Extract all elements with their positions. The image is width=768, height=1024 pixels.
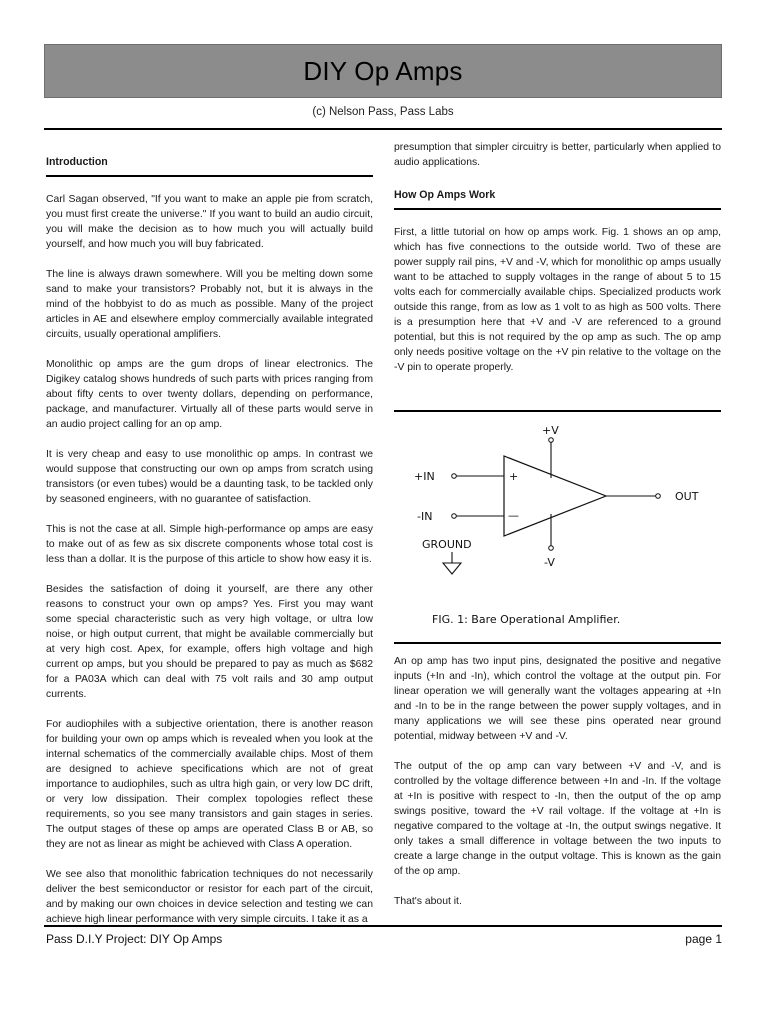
paragraph: First, a little tutorial on how op amps work. Fig. 1 shows an op amp, which has five connections to the outside world. Two of these are power supply rail pins, +V and -V, which for monolithic op amps usually want to be attached to supply voltages in the range of about 5 to 15 volts each for commercially available chips. Specialized products work outside this range, from as low as 1 volt to as high as 500 volts. There is a presumption here that +V and -V are referenced to a ground potential, but this is not required by the op amp as such. The op amp only needs positive voltage on the +V pin relative to the voltage on the -V pin to operate properly.: [394, 227, 721, 373]
paragraph: The output of the op amp can vary between +V and -V, and is controlled by the voltage difference between +In and -In. If the voltage at +In is positive with respect to -In, then the output of the op amp swings positive, toward the +V rail voltage. If the voltage at +In is negative compared to the voltage at -In, the output swings negative. It only takes a small difference in voltage between the two inputs to create a large change in the output voltage. This is known as the gain of the op amp.: [394, 761, 721, 877]
op-amp-schematic: [394, 412, 721, 640]
neg-input-terminal: [452, 514, 457, 519]
paragraph: For audiophiles with a subjective orientation, there is another reason for building your own op amps which is revealed when you look at the internal schematics of the commercially available chips. Most of them are designed to achieve specifications which are not of great importance to audiophiles, such as ultra high gain, or very low DC drift, or very low dissipation. Their complex topologies reflect these requirements, so you see many transistors and gain stages in series. The output stages of these op amps are operated Class B or AB, so they are not as linear as might be achieved with Class A operation.: [46, 719, 373, 850]
right-column-top: [394, 140, 721, 375]
op-amp-triangle: [504, 456, 606, 536]
right-column-bottom: [394, 654, 721, 909]
output-terminal: [656, 494, 661, 499]
footer-divider: [44, 925, 722, 927]
byline: (c) Nelson Pass, Pass Labs: [312, 106, 454, 118]
ground-label: GROUND: [422, 538, 472, 551]
paragraph: The line is always drawn somewhere. Will you be melting down some sand to make your transistors? Probably not, but it is always in the mind of the hobbyist to do as much as possible. Many of the project articles in AE and elsewhere employ commercially available integrated circuits, usually operational amplifiers.: [46, 269, 373, 340]
pos-rail-label: +V: [542, 424, 559, 437]
pos-input-terminal: [452, 474, 457, 479]
neg-input-label: -IN: [417, 510, 433, 523]
output-label: OUT: [675, 490, 699, 503]
section-heading-introduction: Introduction: [46, 155, 373, 177]
footer-project-title: Pass D.I.Y Project: DIY Op Amps: [46, 932, 223, 946]
paragraph: Carl Sagan observed, "If you want to make an apple pie from scratch, you must first create the universe." If you want to build an audio circuit, you will make the decision as to how much you will actually build yourself, and how much you will buy fabricated.: [46, 194, 373, 250]
paragraph-continuation: presumption that simpler circuitry is better, particularly when applied to audio applications.: [394, 142, 721, 168]
paragraph: It is very cheap and easy to use monolithic op amps. In contrast we would suppose that constructing our own op amps from scratch using transistors (or even tubes) would be a daunting task, to be tackled only by seasoned engineers, with no guarantee of satisfaction.: [46, 449, 373, 505]
neg-rail-label: -V: [544, 556, 555, 569]
title-bar: [44, 44, 722, 98]
figure-bottom-divider: [394, 642, 721, 644]
paragraph: That's about it.: [394, 896, 462, 907]
document-title: DIY Op Amps: [303, 56, 463, 86]
paragraph: An op amp has two input pins, designated the positive and negative inputs (+In and -In), which control the voltage at the output pin. For linear operation we will generally want the voltages appearing at +In and -In to be in the range between the power supply voltages, and in many applications we will see these pins operated near ground potential, midway between +V and -V.: [394, 656, 721, 742]
figure-caption: FIG. 1: Bare Operational Amplifier.: [432, 613, 621, 626]
figure-op-amp-diagram: [394, 412, 721, 640]
ground-icon: [443, 563, 461, 574]
header-divider: [44, 128, 722, 130]
paragraph: We see also that monolithic fabrication techniques do not necessarily deliver the best semiconductor or resistor for each part of the circuit, and by making our own choices in device selection and testing we can achieve high linear performance with very simple circuits. I take it as a: [46, 869, 373, 925]
paragraph: Monolithic op amps are the gum drops of linear electronics. The Digikey catalog shows hundreds of such parts with prices ranging from about fifty cents to over twenty dollars, depending on performance, package, and manufacturer. Virtually all of these parts would serve in an audio project calling for an op amp.: [46, 359, 373, 430]
page-number: page 1: [685, 932, 722, 946]
section-heading-how-op-amps-work: How Op Amps Work: [394, 188, 721, 210]
pos-rail-terminal: [549, 438, 554, 443]
plus-sign: +: [509, 470, 519, 483]
paragraph: This is not the case at all. Simple high-performance op amps are easy to make out of as few as six discrete components whose total cost is less than a dollar. It is the purpose of this article to show how easy it is.: [46, 524, 373, 565]
neg-rail-terminal: [549, 546, 554, 551]
left-column: [46, 155, 373, 927]
paragraph: Besides the satisfaction of doing it yourself, are there any other reasons to construct your own op amps? Yes. First you may want some special characteristic such as very high voltage, or ultra low noise, or high output current, that might be available commercially but at very high cost. Apex, for example, offers high voltage and high current op amps, but you should be prepared to pay as much as $682 for a PA03A which can deal with 75 volt rails and 30 amp output currents.: [46, 584, 373, 700]
pos-input-label: +IN: [414, 470, 435, 483]
minus-sign: —: [508, 509, 519, 522]
